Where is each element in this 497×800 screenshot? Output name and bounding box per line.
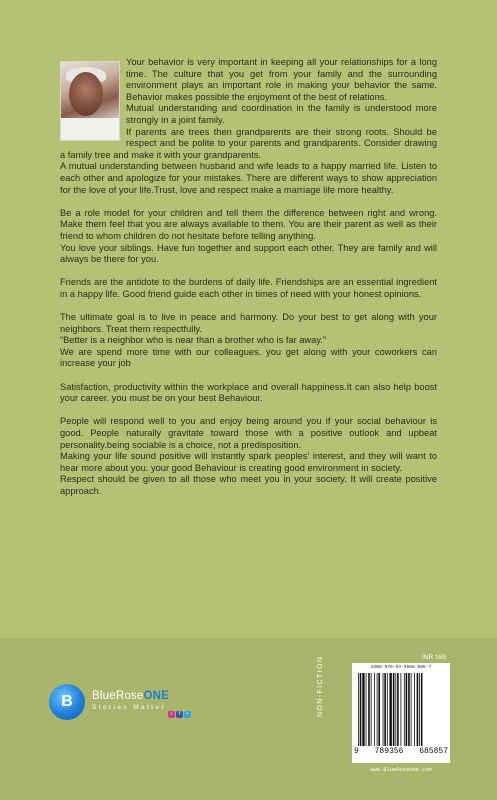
- paragraph: If parents are trees then grandparents are their strong roots. Should be respect and be polite to your parents and grandparents. Consider drawing a family tree and make it with your grandparents.: [60, 126, 437, 160]
- paragraph: We are spend more time with our colleagues. you get along with your coworkers can increase your job: [60, 346, 437, 369]
- paragraph: Making your life sound positive will instantly spark peoples' interest, and they will want to hear more about you. your good Behaviour is creating good environment in society.: [60, 451, 437, 473]
- paragraph: People will respond well to you and enjoy being around you if your social behaviour is good. People naturally gravitate toward those with a positive outlook and upbeat personality.being sociable is a choice, not a predisposition.: [60, 416, 437, 450]
- social-icons: [168, 711, 191, 718]
- isbn-text: ISBN 978-93-5668-585-7: [370, 665, 432, 670]
- barcode-digits: [354, 747, 448, 756]
- paragraph: Respect should be given to all those who meet you in your society. It will create positive approach.: [60, 474, 437, 496]
- paragraph: You love your siblings. Have fun together and support each other. They are family and will always be there for you.: [60, 242, 437, 265]
- barcode-digit-group: 685857: [419, 747, 448, 756]
- paragraph: Your behavior is very important in keeping all your relationships for a long time. The culture that you get from your family and the surrounding environment plays an important role in making your behavior the same. Behavior makes possible the enjoyment of the best of relations.: [126, 57, 437, 102]
- publisher-tagline: Stories Matter: [92, 704, 167, 711]
- author-photo: [60, 61, 120, 141]
- instagram-icon: ○: [169, 711, 174, 717]
- price-label: INR 199: [422, 654, 446, 661]
- paragraph: Satisfaction, productivity within the workplace and overall happiness.It can also help boost your career. you must be on your best Behaviour.: [60, 381, 437, 404]
- blurb-text: [60, 57, 437, 498]
- barcode-bars: [358, 673, 444, 746]
- twitter-icon: •: [184, 711, 191, 718]
- barcode-digit-group: 789356: [374, 747, 404, 756]
- paragraph: Mutual understanding and coordination in the family is understood more strongly in a joint family.: [126, 103, 437, 125]
- publisher-website: www.BlueRoseOne.com: [370, 767, 432, 773]
- facebook-icon: f: [176, 711, 183, 718]
- genre-label: NON-FICTION: [317, 655, 324, 717]
- publisher-logo-icon: B: [49, 684, 85, 720]
- barcode: [352, 663, 450, 763]
- publisher-name-accent: ONE: [143, 690, 169, 702]
- publisher-name-main: BlueRose: [92, 690, 144, 702]
- publisher-name: [92, 690, 169, 702]
- paragraph: A mutual understanding between husband and wife leads to a happy married life. Listen to each other and apologize for your mistakes. There are different ways to show appreciation for the love of your life.Trust, love and respect make a marriage life more healthy.: [60, 161, 437, 195]
- barcode-digit-group: 9: [354, 747, 359, 756]
- paragraph: “Better is a neighbor who is near than a brother who is far away.”: [60, 335, 326, 346]
- paragraph: Friends are the antidote to the burdens of daily life. Friendships are an essential ingredient in a happy life. Good friend guide each other in times of need with your honest opinions.: [60, 277, 437, 299]
- paragraph: The ultimate goal is to live in peace and harmony. Do your best to get along with your neighbors. Treat them respectfully.: [60, 312, 437, 334]
- paragraph: Be a role model for your children and tell them the difference between right and wrong. Make them feel that you are always available to them. You are their parent as well as their friend to whom children do not hesitate before telling anything.: [60, 207, 437, 241]
